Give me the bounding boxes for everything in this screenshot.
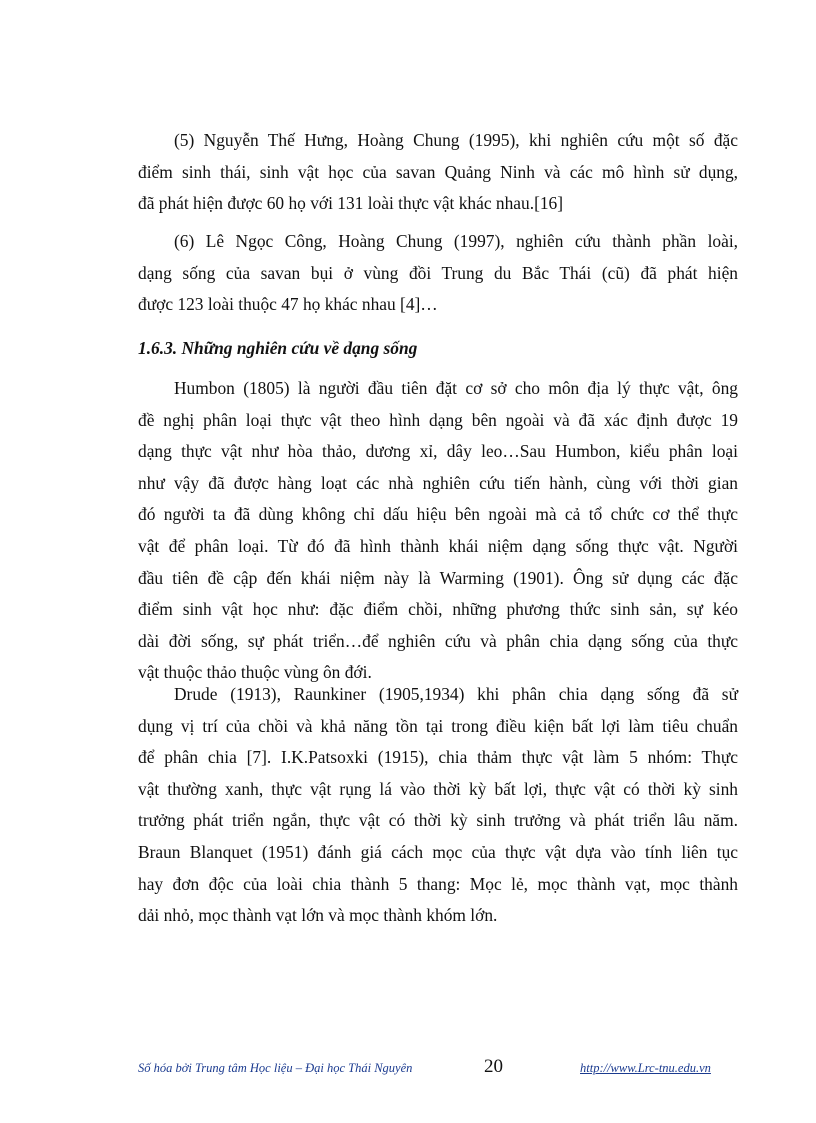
paragraph-line: hay đơn độc của loài chia thành 5 thang: Mọc lẻ, mọc thành vạt, mọc thành (138, 873, 738, 894)
footer-source-text: Số hóa bởi Trung tâm Học liệu – Đại học Thái Nguyên (138, 1061, 413, 1075)
paragraph-line: đầu tiên đề cập đến khái niệm này là Warming (1901). Ông sử dụng các đặc (138, 567, 738, 588)
paragraph-line: như vậy đã được hàng loạt các nhà nghiên cứu tiến hành, cùng với thời gian (138, 472, 738, 493)
paragraph-line: điểm sinh vật học như: đặc điểm chồi, những phương thức sinh sản, sự kéo (138, 599, 738, 620)
paragraph-drude (138, 679, 738, 932)
section-heading: 1.6.3. Những nghiên cứu về dạng sống (138, 338, 418, 358)
paragraph-line: trưởng phát triển ngắn, thực vật có thời kỳ sinh trưởng và phát triển lâu năm. (138, 810, 738, 831)
paragraph-line: dụng vị trí của chồi và khả năng tồn tại trong điều kiện bất lợi làm tiêu chuẩn (138, 715, 738, 736)
paragraph-line: dài đời sống, sự phát triển…để nghiên cứu và phân chia dạng sống của thực (138, 630, 738, 651)
paragraph-line: Humbon (1805) là người đầu tiên đặt cơ sở cho môn địa lý thực vật, ông (174, 378, 738, 398)
paragraph-line: (6) Lê Ngọc Công, Hoàng Chung (1997), nghiên cứu thành phần loài, (174, 231, 738, 251)
paragraph-line: dạng sống của savan bụi ở vùng đồi Trung du Bắc Thái (cũ) đã phát hiện (138, 262, 738, 283)
paragraph-line: được 123 loài thuộc 47 họ khác nhau [4]… (138, 294, 438, 315)
paragraph-line: vật thuộc thảo thuộc vùng ôn đới. (138, 662, 372, 683)
paragraph-line: dải nhỏ, mọc thành vạt lớn và mọc thành khóm lớn. (138, 905, 498, 926)
page-number: 20 (484, 1056, 503, 1077)
paragraph-line: dạng thực vật như hòa thảo, dương xỉ, dây leo…Sau Humbon, kiểu phân loại (138, 441, 738, 462)
paragraph-line: vật để phân loại. Từ đó đã hình thành khái niệm dạng sống thực vật. Người (138, 535, 738, 556)
paragraph-line: đã phát hiện được 60 họ với 131 loài thực vật khác nhau.[16] (138, 193, 564, 214)
paragraph-humbon (138, 373, 738, 689)
footer-website-link[interactable]: http://www.Lrc-tnu.edu.vn (580, 1061, 711, 1075)
paragraph-line: đó người ta đã dùng không chỉ dấu hiệu bên ngoài mà cả tổ chức cơ thể thực (138, 504, 738, 525)
paragraph-line: để phân chia [7]. I.K.Patsoxki (1915), chia thảm thực vật làm 5 nhóm: Thực (138, 747, 738, 768)
page-footer (0, 1056, 816, 1080)
paragraph-line: (5) Nguyễn Thế Hưng, Hoàng Chung (1995), khi nghiên cứu một số đặc (174, 130, 738, 150)
paragraph-line: Braun Blanquet (1951) đánh giá cách mọc của thực vật dựa vào tính liên tục (138, 841, 738, 862)
paragraph-line: đề nghị phân loại thực vật theo hình dạng bên ngoài và đã xác định được 19 (138, 409, 738, 430)
paragraph-5 (138, 125, 738, 220)
paragraph-line: Drude (1913), Raunkiner (1905,1934) khi phân chia dạng sống đã sử (174, 684, 738, 704)
paragraph-line: vật thường xanh, thực vật rụng lá vào thời kỳ bất lợi, thực vật có thời kỳ sinh (138, 778, 738, 799)
paragraph-6 (138, 226, 738, 321)
paragraph-line: điểm sinh thái, sinh vật học của savan Quảng Ninh và các mô hình sử dụng, (138, 161, 738, 182)
